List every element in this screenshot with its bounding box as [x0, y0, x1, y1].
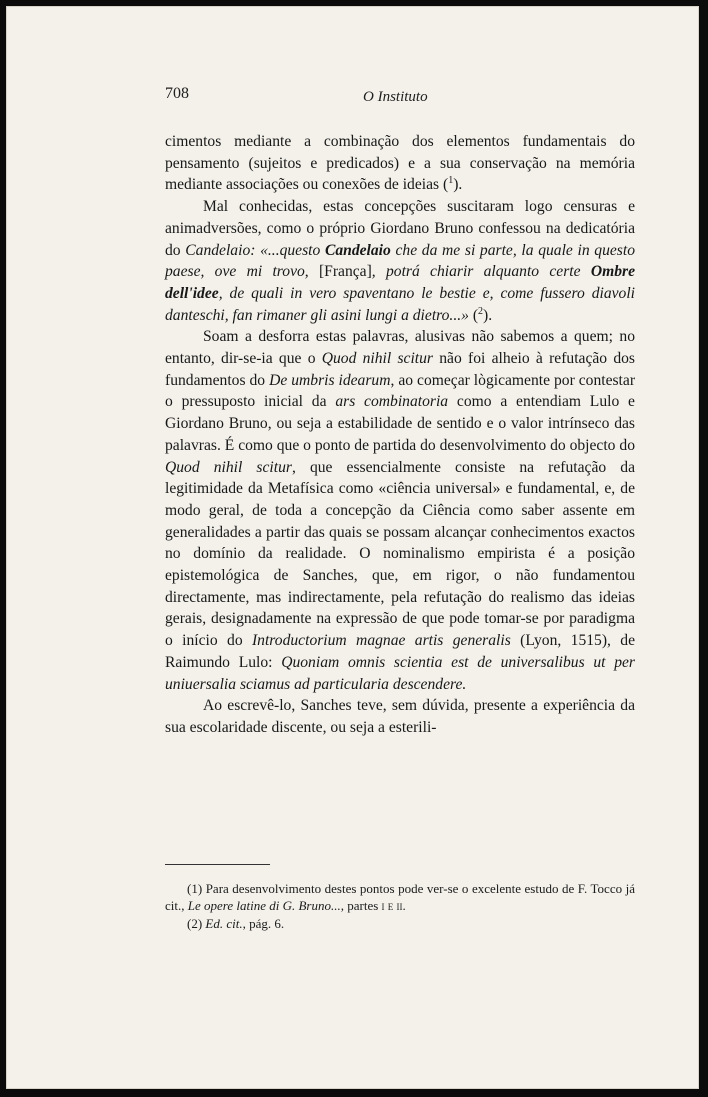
document-page — [6, 6, 699, 1089]
footnotes — [165, 880, 635, 933]
p3-latin-quote: Quoniam omnis scientia est de universalibus ut per uniuersalia sciamus ad particularia descendere. — [165, 653, 636, 693]
p3-text-f: (Lyon, 1515), de Raimundo Lulo: — [165, 632, 635, 671]
p1-text: cimentos mediante a combinação dos elementos fundamentais do pensamento (sujeitos e predicados) e a sua conservação na memória mediante associações ou conexões de ideias ( — [165, 133, 635, 194]
footnote-ref-2: 2 — [478, 305, 484, 317]
p1-end: ). — [453, 176, 463, 194]
footnote-separator — [165, 864, 270, 865]
p3-title-2: De umbris idearum — [269, 371, 391, 389]
footnote-2 — [165, 915, 635, 932]
page-header — [165, 81, 635, 111]
p3-title-1: Quod nihil scitur — [321, 350, 433, 368]
page-number: 708 — [165, 85, 189, 102]
p2-quote-a: «...questo — [255, 241, 325, 259]
p2-quote-d: , potrá chiarir alquanto certe — [371, 263, 591, 281]
p3-title-3: ars combinatoria — [335, 393, 449, 411]
p2-title: Candelaio: — [185, 241, 256, 259]
p3-text-b: não foi alheio à refutação dos fundamentos do — [165, 350, 635, 389]
footnote-1-parts: i e ii. — [381, 898, 406, 913]
p3-title-5: Introductorium magnae artis generalis — [251, 632, 511, 650]
footnote-1-title: Le opere latine di G. Bruno... — [187, 898, 341, 913]
paragraph-3 — [165, 326, 635, 695]
p3-text-a: Soam a desforra estas palavras, alusivas não sabemos a quem; no entanto, dir-se-ia que o — [165, 328, 635, 368]
p3-text-d: como a entendiam Lulo e Giordano Bruno, ou seja a estabilidade de sentido e o valor intrínseco das palavras. É como que o ponto de partida do desenvolvimento do objecto do — [165, 393, 635, 454]
paragraph-4 — [165, 695, 635, 738]
running-title: O Instituto — [363, 89, 428, 105]
p2-bracket: [França] — [318, 263, 372, 281]
p2-ref-open: ( — [468, 306, 479, 324]
footnote-ref-1: 1 — [448, 175, 454, 187]
footnote-1-text-b: , partes — [340, 898, 382, 913]
footnote-2-text: , pág. 6. — [242, 916, 285, 931]
paragraph-2 — [165, 196, 635, 326]
p2-text-a: Mal conhecidas, estas concepções suscitaram logo censuras e animadversões, como o próprio Giordano Bruno confessou na dedicatória do — [165, 198, 635, 259]
footnote-1-text-a: Para desenvolvimento destes pontos pode ver-se o excelente estudo de F. Tocco já cit., — [165, 881, 635, 913]
footnote-1 — [165, 880, 635, 914]
footnote-2-ref: Ed. cit. — [205, 916, 243, 931]
footnote-2-mark: (2) — [187, 916, 203, 931]
paragraph-1 — [165, 131, 635, 196]
p2-quote-b: Candelaio — [324, 241, 391, 259]
p4-text: Ao escrevê-lo, Sanches teve, sem dúvida, presente a experiência da sua escolaridade discente, ou seja a esterili- — [165, 697, 635, 736]
p3-text-e: , que essencialmente consiste na refutação da legitimidade da Metafísica como «ciência universal» e fundamental, e, de modo geral, de toda a concepção da Ciência como saber assente em generalidades a partir das quais se possam alcançar conhecimentos exactos no domínio da realidade. O nominalismo empirista é a posição epistemológica de Sanches, que, em rigor, o não fundamentou directamente, mas indirectamente, pela refutação do realismo das ideias gerais, designadamente na expressão de que pode tomar-se por paradigma o início do — [165, 458, 635, 650]
p3-title-4: Quod nihil scitur — [165, 458, 292, 476]
p3-text-c: , ao começar lògicamente por contestar o pressuposto inicial da — [165, 371, 636, 411]
p2-quote-f: , de quali in vero spaventano le bestie e, come fussero diavoli danteschi, fan rimaner gli asini lungi a dietro...» — [165, 284, 635, 324]
p2-quote-c: che da me si parte, la quale in questo paese, ove mi trovo, — [165, 241, 635, 281]
p2-ref-close: ). — [483, 306, 493, 324]
footnote-1-mark: (1) — [187, 881, 203, 896]
p2-quote-e: Ombre dell'idee — [165, 263, 635, 302]
body-text — [165, 131, 635, 739]
